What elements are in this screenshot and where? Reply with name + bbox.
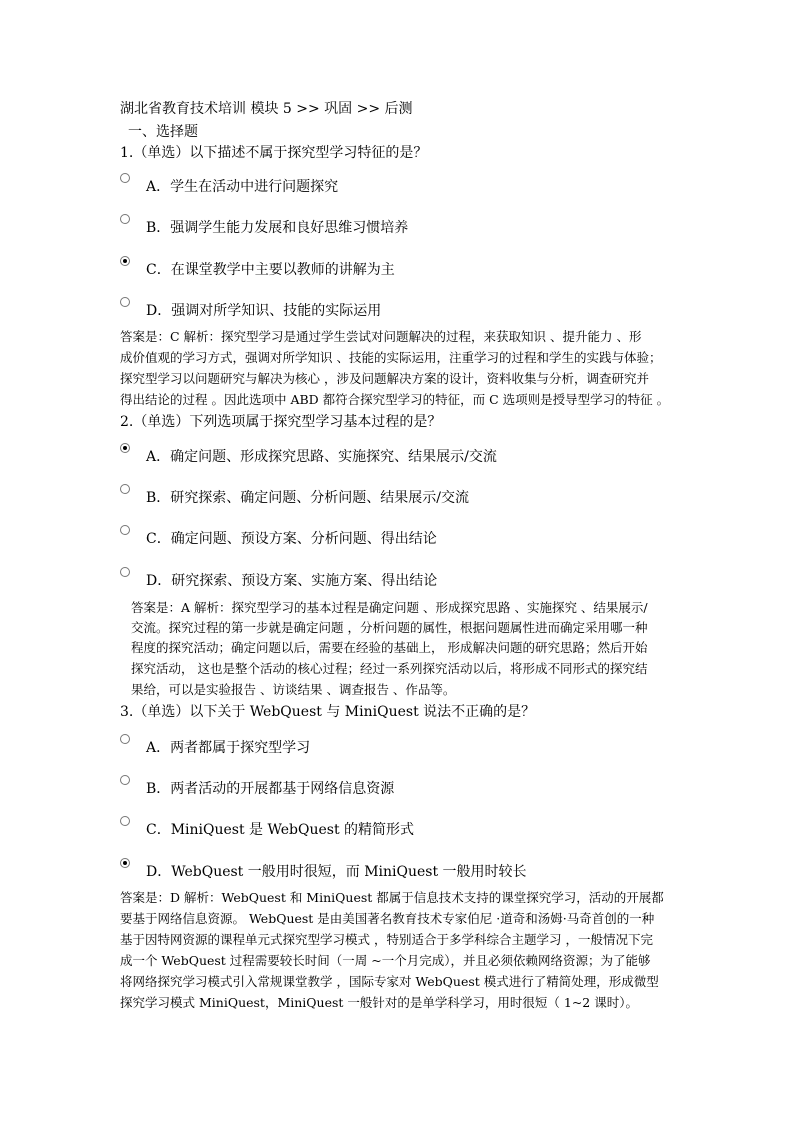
question-2-title: 2.（单选）下列选项属于探究型学习基本过程的是？: [120, 414, 442, 430]
option-label: A．学生在活动中进行问题探究: [146, 179, 339, 195]
answer-line: 探究学习模式 MiniQuest，MiniQuest 一般针对的是单学科学习，用时很短（ 1~2 课时）。: [120, 995, 638, 1010]
option-label: C．在课堂教学中主要以教师的讲解为主: [146, 262, 395, 278]
radio-button[interactable]: [120, 214, 130, 224]
section-title: 一、选择题: [128, 124, 198, 140]
answer-line: 答案是：A 解析：探究型学习的基本过程是确定问题 、形成探究思路 、实施探究 、结果展示/: [131, 600, 648, 615]
answer-line: 答案是：C 解析：探究型学习是通过学生尝试对问题解决的过程，来获取知识 、提升能力 、形: [120, 329, 642, 344]
answer-line: 成价值观的学习方式，强调对所学知识 、技能的实际运用，注重学习的过程和学生的实践与体验；: [120, 350, 662, 365]
question-3-title: 3.（单选）以下关于 WebQuest 与 MiniQuest 说法不正确的是？: [120, 704, 536, 720]
radio-button[interactable]: [120, 734, 130, 744]
radio-button-selected[interactable]: [120, 256, 130, 266]
option-label: C．MiniQuest 是 WebQuest 的精简形式: [146, 822, 415, 838]
option-label: A．确定问题、形成探究思路、实施探究、结果展示/交流: [146, 449, 497, 465]
answer-line: 成一个 WebQuest 过程需要较长时间（一周 ~一个月完成），并且必须依赖网络资源；为了能够: [120, 953, 651, 968]
radio-button[interactable]: [120, 775, 130, 785]
answer-line: 答案是：D 解析：WebQuest 和 MiniQuest 都属于信息技术支持的课堂探究学习，活动的开展都: [120, 890, 664, 905]
option-label: D．WebQuest 一般用时很短，而 MiniQuest 一般用时较长: [146, 864, 527, 880]
radio-button[interactable]: [120, 173, 130, 183]
radio-button[interactable]: [120, 525, 130, 535]
option-label: D．强调对所学知识、技能的实际运用: [146, 303, 382, 319]
answer-line: 程度的探究活动；确定问题以后，需要在经验的基础上， 形成解决问题的研究思路；然后开始: [131, 640, 648, 655]
option-label: D．研究探索、预设方案、实施方案、得出结论: [146, 573, 438, 589]
answer-line: 探究活动， 这也是整个活动的核心过程；经过一系列探究活动以后，将形成不同形式的探究结: [131, 661, 648, 676]
radio-button[interactable]: [120, 297, 130, 307]
breadcrumb: 湖北省教育技术培训 模块 5 >> 巩固 >> 后测: [120, 101, 413, 117]
option-label: B．两者活动的开展都基于网络信息资源: [146, 781, 395, 797]
question-1-title: 1.（单选）以下描述不属于探究型学习特征的是？: [120, 145, 428, 161]
answer-line: 果给，可以是实验报告 、访谈结果 、调查报告 、作品等。: [131, 682, 456, 697]
option-label: B．研究探索、确定问题、分析问题、结果展示/交流: [146, 490, 470, 506]
answer-line: 将网络探究学习模式引入常规课堂教学 ，国际专家对 WebQuest 模式进行了精简处理，形成微型: [120, 974, 659, 989]
radio-button-selected[interactable]: [120, 443, 130, 453]
option-label: C．确定问题、预设方案、分析问题、得出结论: [146, 531, 437, 547]
option-label: B．强调学生能力发展和良好思维习惯培养: [146, 220, 409, 236]
answer-line: 要基于网络信息资源。 WebQuest 是由美国著名教育技术专家伯尼 ·道奇和汤姆·马奇首创的一种: [120, 911, 655, 926]
radio-button[interactable]: [120, 816, 130, 826]
answer-line: 得出结论的过程 。因此选项中 ABD 都符合探究型学习的特征，而 C 选项则是授导型学习的特征 。: [120, 392, 670, 407]
radio-button[interactable]: [120, 484, 130, 494]
answer-line: 交流。探究过程的第一步就是确定问题 ，分析问题的属性，根据问题属性进而确定采用哪一种: [131, 620, 648, 635]
option-label: A．两者都属于探究型学习: [146, 740, 311, 756]
radio-button[interactable]: [120, 567, 130, 577]
answer-line: 探究型学习以问题研究与解决为核心 ，涉及问题解决方案的设计，资料收集与分析，调查研究并: [120, 371, 649, 386]
answer-line: 基于因特网资源的课程单元式探究型学习模式 ，特别适合于多学科综合主题学习 ，一般情况下完: [120, 932, 653, 947]
radio-button-selected[interactable]: [120, 858, 130, 868]
